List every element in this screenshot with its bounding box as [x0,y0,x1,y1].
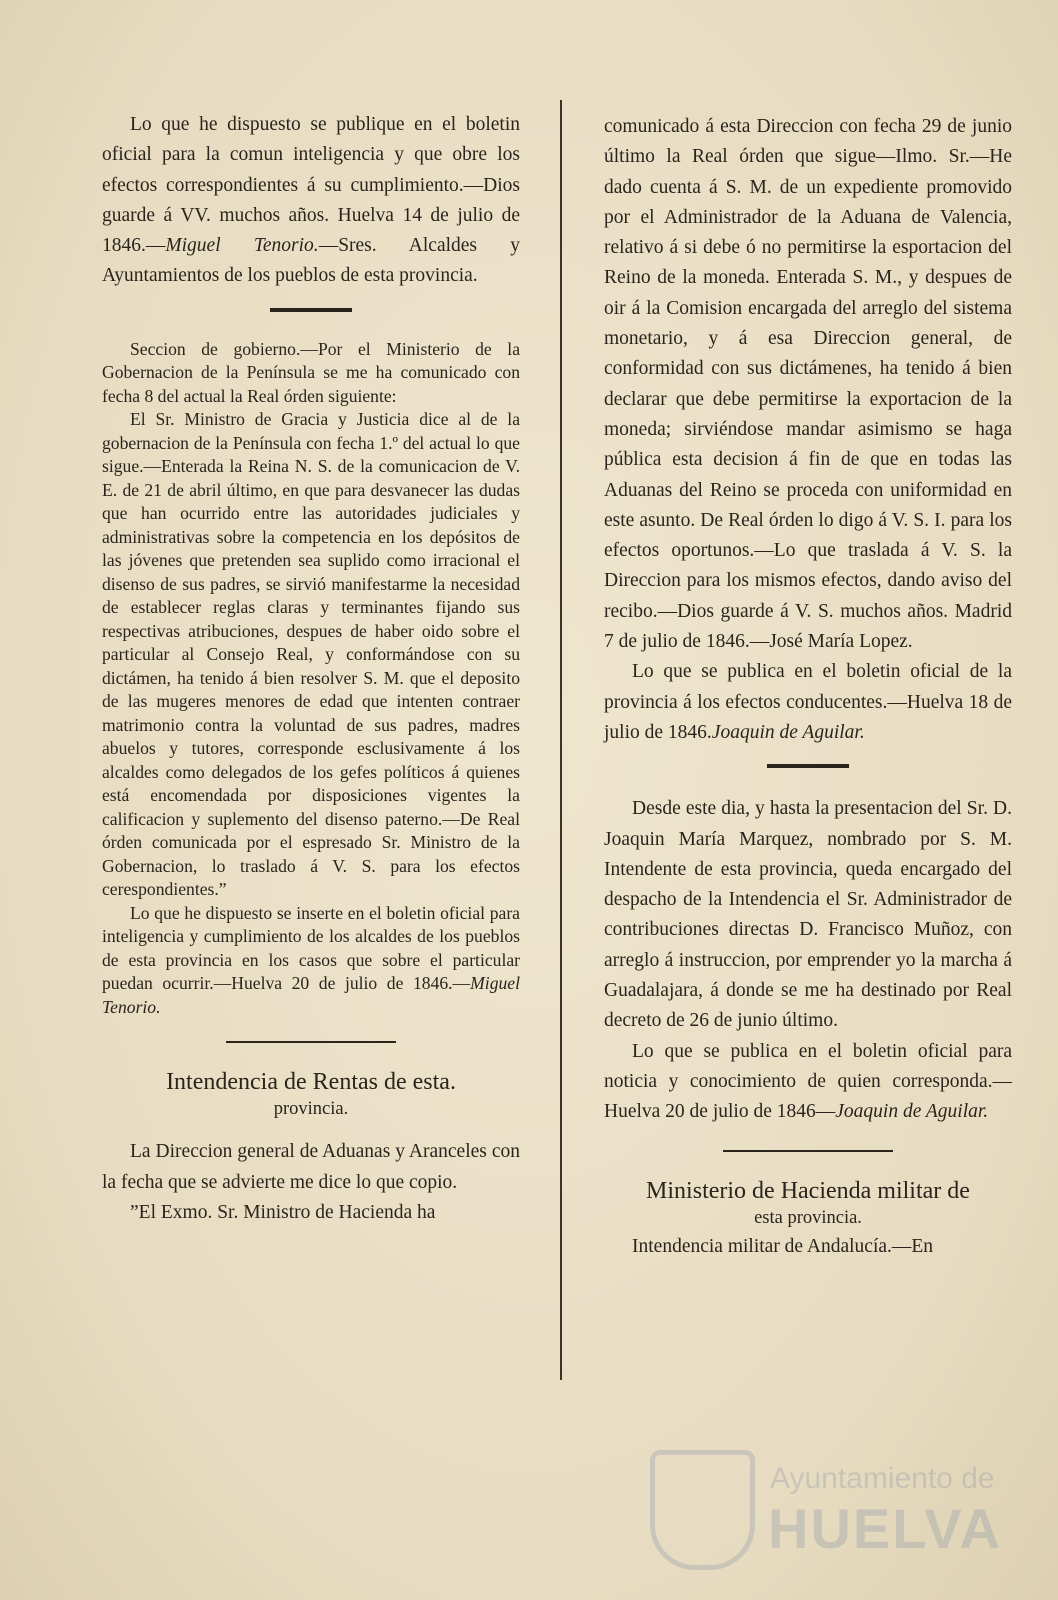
left-para-5: La Direccion general de Aduanas y Aranceles con la fecha que se advierte me dice lo que copio. [102,1141,520,1193]
left-para-6: ”El Exmo. Sr. Ministro de Hacienda ha [130,1201,436,1223]
section-subheading: provincia. [273,1099,349,1120]
section-rule [723,1150,893,1152]
section-rule [270,308,352,312]
signature: Joaquin de Aguilar. [835,1101,989,1123]
right-para-3: Desde este dia, y hasta la presentacion del Sr. D. Joaquin María Marquez, nombrado por S. M. Intendente de esta provincia, queda encargado del despacho de la Intendencia el Sr. Administrador de contribuciones directas D. Francisco Muñoz, con arreglo á instruccion, por emprender yo la marcha á Guadalajara, á donde se me ha destinado por Real decreto de 26 de junio último. [604,798,1012,1032]
left-para-3: El Sr. Ministro de Gracia y Justicia dice al de la gobernacion de la Península con fecha 1.º del actual lo que sigue.—Enterada la Reina N. S. de la comunicacion de V. E. de 21 de abril último, en que para desvanecer las dudas que han ocurrido entre las autoridades judiciales y administrativas sobre la competencia en los depósitos de las jóvenes que pretenden sea suplido como irracional el disenso de sus padres, se sirvió manifestarme la necesidad de establecer reglas claras y terminantes fijando sus respectivas atribuciones, despues de haber oido sobre el particular al Consejo Real, y conformándose con su dictámen, ha tenido á bien resolver S. M. que el deposito de las mugeres menores de edad que intenten contraer matrimonio contra la voluntad de sus padres, madres abuelos y tutores, corresponde esclusivamente á los alcaldes como delegados de los gefes políticos á quienes está encomendada por disposiciones vigentes la calificacion y suplemento del disenso paterno.—De Real órden comunicada por el espresado Sr. Ministro de la Gobernacion, lo traslado á V. S. para los efectos cerespondientes.” [102,409,520,900]
watermark-line-1: Ayuntamiento de [770,1462,995,1495]
section-rule [767,764,849,768]
signature: Joaquin de Aguilar. [711,721,865,743]
right-para-4: Lo que se publica en el boletin oficial para noticia y conocimiento de quien corresponda.—Huelva 20 de julio de 1846—Joaquin de Aguilar. [604,1040,1012,1123]
section-subheading: esta provincia. [754,1207,862,1228]
section-heading: Intendencia de Rentas de esta. [166,1069,456,1096]
left-para-2: Seccion de gobierno.—Por el Ministerio de la Gobernacion de la Península se me ha comunicado con fecha 8 del actual la Real órden siguiente: [102,338,520,406]
right-para-1: comunicado á esta Direccion con fecha 29 de junio último la Real órden que sigue—Ilmo. Sr.—He dado cuenta á S. M. de un expediente promovido por el Administrador de la Aduana de Valencia, relativo á si debe ó no permitirse la esportacion del Reino de la moneda. Enterada S. M., y despues de oir á la Comision encargada del arreglo del sistema monetario, y á esa Direccion general, de conformidad con sus dictámenes, ha tenido á bien declarar que debe permitirse la exportacion de la moneda; sirviéndose mandar asimismo se haga pública esta decision á fin de que en todas las Aduanas del Reino se proceda con uniformidad en este asunto. De Real órden lo digo á V. S. I. para los efectos oportunos.—Lo que traslada á V. S. la Direccion para los mismos efectos, dando aviso del recibo.—Dios guarde á V. S. muchos años. Madrid 7 de julio de 1846.—José María Lopez. [604,116,1012,653]
right-para-5: Intendencia militar de Andalucía.—En [632,1235,934,1257]
shield-icon [650,1450,755,1570]
watermark-line-2: HUELVA [768,1497,1002,1560]
left-column [102,110,520,1228]
section-rule [226,1041,396,1043]
left-para-4: Lo que he dispuesto se inserte en el boletin oficial para inteligencia y cumplimiento de los alcaldes de los pueblos de esta provincia en los casos que sobre el particular puedan ocurrir.—Huelva 20 de julio de 1846.—Miguel Tenorio. [102,902,520,1017]
column-divider [560,100,562,1380]
watermark [650,1450,1002,1570]
right-column [604,112,1012,1262]
left-para-1: Lo que he dispuesto se publique en el boletin oficial para la comun inteligencia y que obre los efectos correspondientes á su cumplimiento.—Dios guarde á VV. muchos años. Huelva 14 de julio de 1846.—Miguel Tenorio.—Sres. Alcaldes y Ayuntamientos de los pueblos de esta provincia. [102,114,520,287]
right-para-2: Lo que se publica en el boletin oficial de la provincia á los efectos conducentes.—Huelva 18 de julio de 1846.Joaquin de Aguilar. [604,661,1012,743]
section-heading: Ministerio de Hacienda militar de [646,1177,970,1204]
signature: Miguel Tenorio. [165,235,319,257]
signature: Miguel Tenorio. [102,973,520,1017]
